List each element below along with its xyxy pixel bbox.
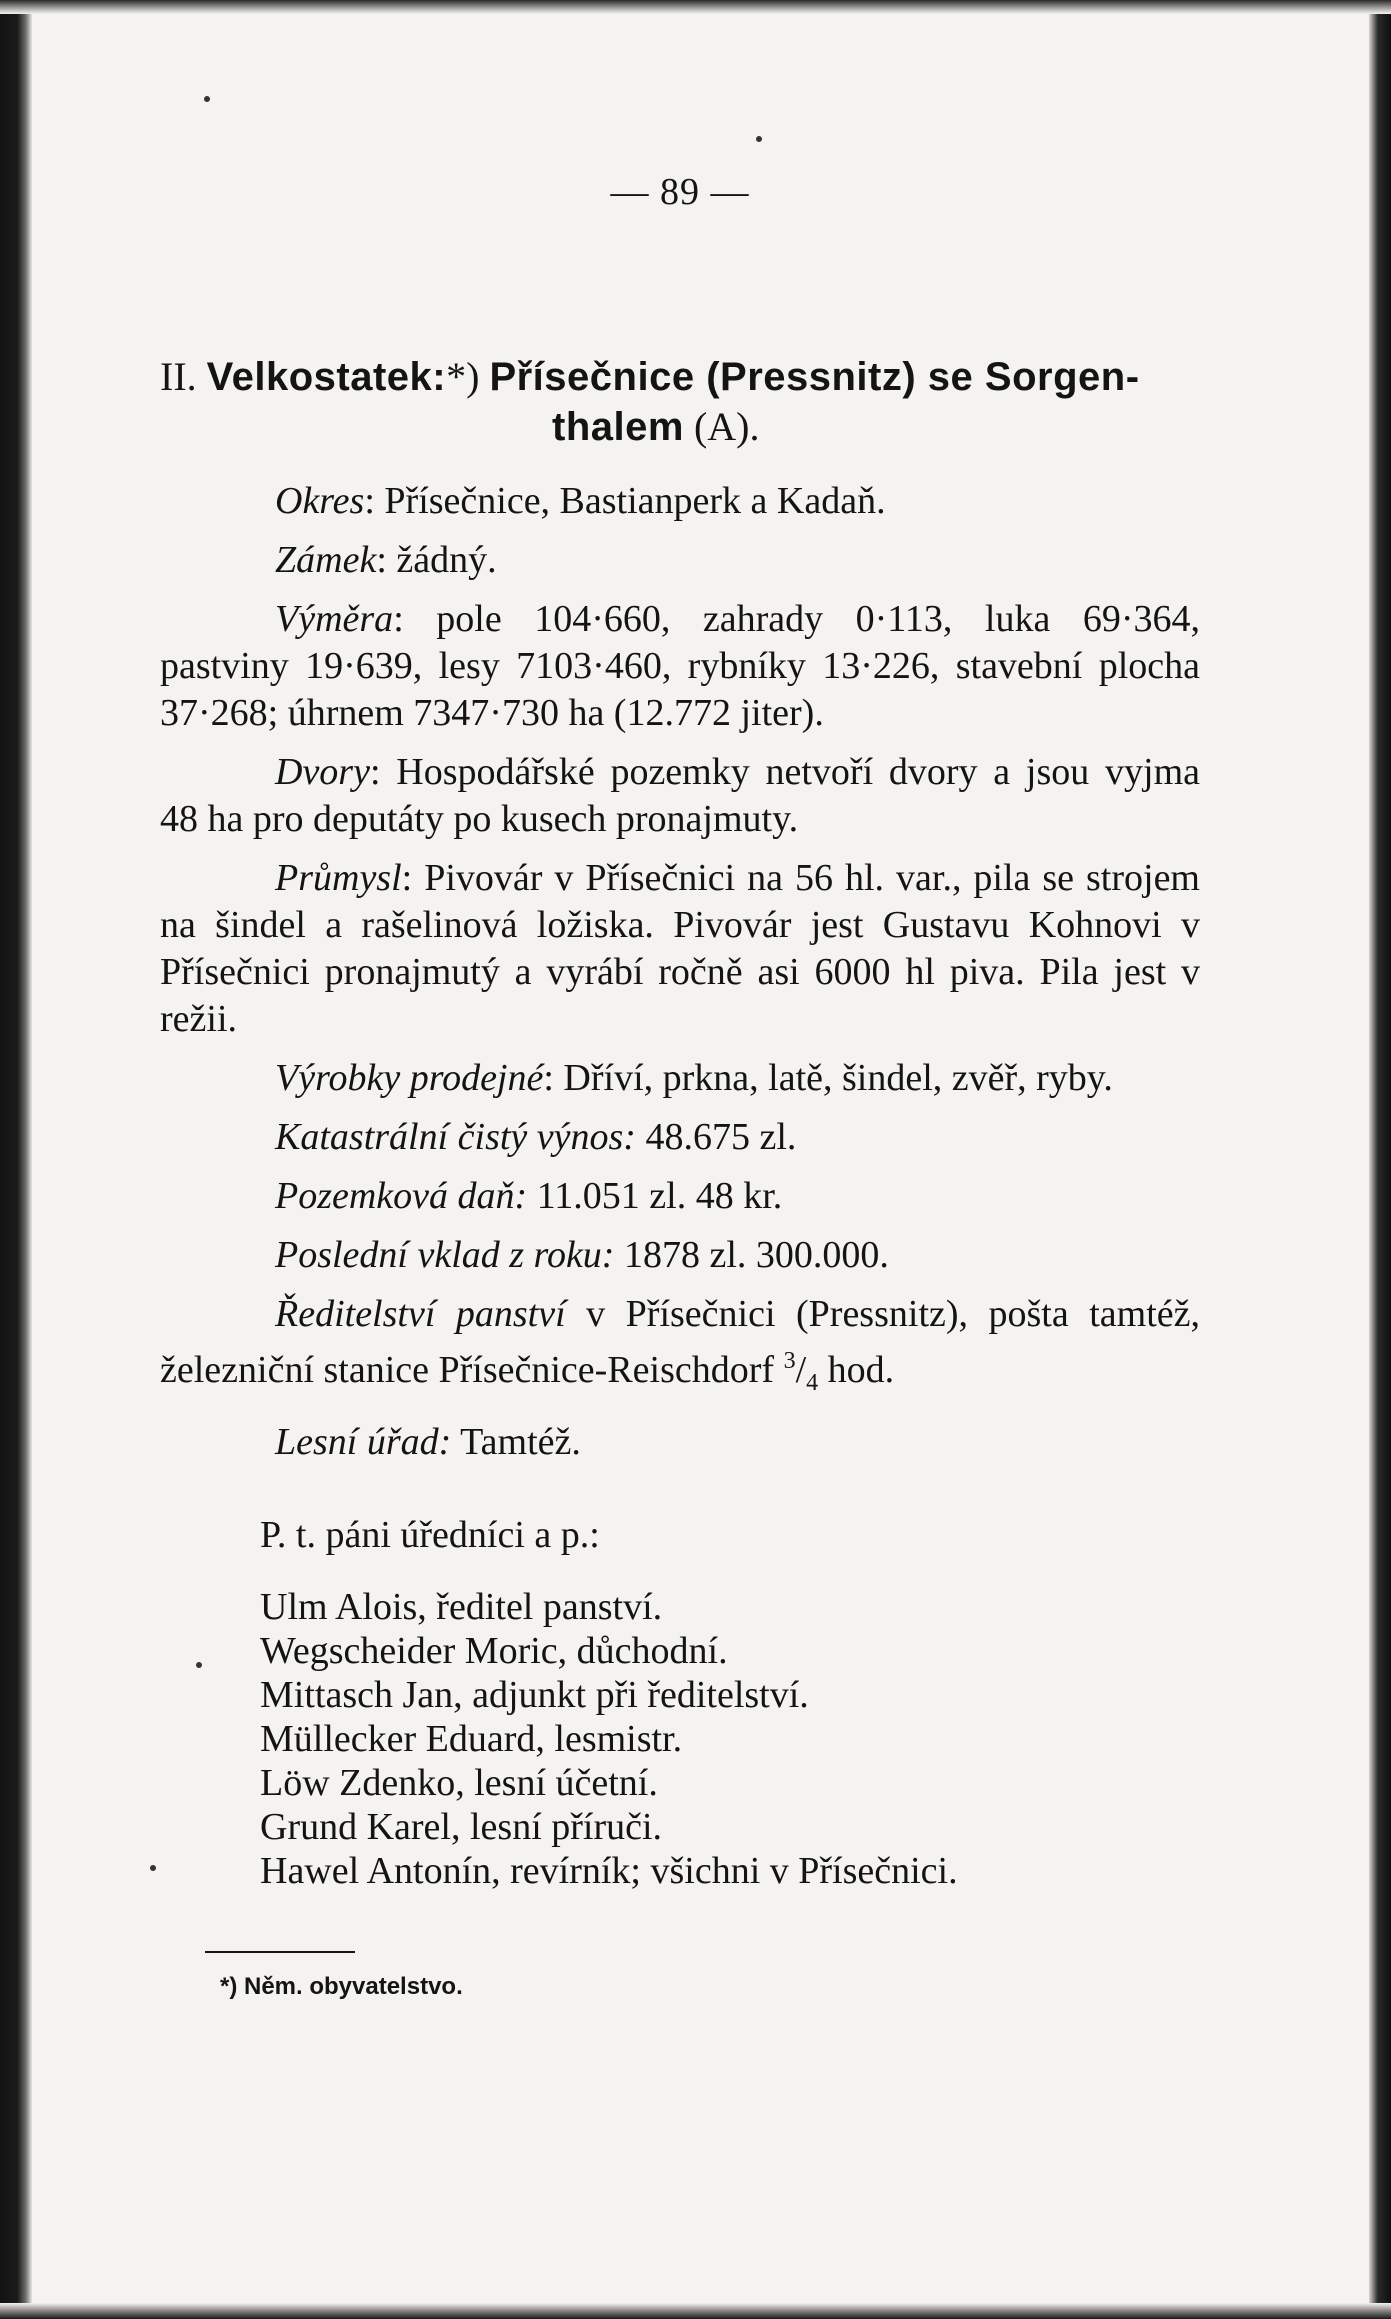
label-lesni: Lesní úřad: <box>275 1421 452 1463</box>
scan-edge-right <box>1369 0 1391 2319</box>
section-reditelstvi <box>160 1291 1200 1407</box>
section-vymera <box>160 596 1200 737</box>
heading-estate-name: Přísečnice (Pressnitz) se Sorgen- <box>489 355 1140 399</box>
label-dvory: Dvory <box>275 751 370 793</box>
list-item: Hawel Antonín, revírník; všichni v Přísečnici. <box>260 1850 958 1892</box>
label-okres: Okres <box>275 480 365 522</box>
page-content <box>160 170 1200 2001</box>
section-prumysl <box>160 855 1200 1043</box>
section-lesni <box>160 1419 1200 1466</box>
label-katastr: Katastrální čistý výnos: <box>275 1116 636 1158</box>
heading-suffix: (A). <box>693 404 760 449</box>
estate-heading <box>160 352 1200 452</box>
officials-intro: P. t. páni úředníci a p.: <box>260 1514 600 1556</box>
fraction-slash: / <box>795 1349 807 1391</box>
scan-speck <box>150 1865 156 1871</box>
label-vklad: Poslední vklad z roku: <box>275 1234 615 1276</box>
label-vymera: Výměra <box>275 598 394 640</box>
label-reditelstvi: Ředitelství panství <box>275 1293 566 1335</box>
text-katastr: 48.675 zl. <box>635 1116 797 1158</box>
label-prumysl: Průmysl <box>275 857 402 899</box>
list-item: Mittasch Jan, adjunkt při ředitelství. <box>260 1674 809 1716</box>
officials-list <box>160 1585 1200 1893</box>
footnote: *) Něm. obyvatelstvo. <box>220 1973 463 2000</box>
text-vyrobky: : Dříví, prkna, latě, šindel, zvěř, ryby. <box>543 1057 1113 1099</box>
section-vyrobky <box>160 1055 1200 1102</box>
text-dan: 11.051 zl. 48 kr. <box>527 1175 783 1217</box>
text-zamek: : žádný. <box>376 539 497 581</box>
fraction-denominator: 4 <box>806 1370 819 1396</box>
heading-estate-name-cont: thalem <box>552 405 684 449</box>
list-item: Wegscheider Moric, důchodní. <box>260 1630 728 1672</box>
label-zamek: Zámek <box>275 539 377 581</box>
section-dan <box>160 1173 1200 1220</box>
text-vklad: 1878 zl. 300.000. <box>614 1234 889 1276</box>
list-item: Löw Zdenko, lesní účetní. <box>260 1762 658 1804</box>
text-vymera: : pole 104·660, zahrady 0·113, luka 69·364, pastviny 19·639, lesy 7103·460, rybníky 13·226, stavební plocha 37·268; úhrnem 7347·730 ha (12.772 jiter). <box>160 598 1200 734</box>
section-dvory <box>160 749 1200 843</box>
text-reditelstvi-tail: hod. <box>818 1349 895 1391</box>
text-reditelstvi: v Přísečnici (Pressnitz), pošta tamtéž, železniční stanice Přísečnice-Reischdorf <box>160 1293 1200 1391</box>
scan-edge-top <box>0 0 1391 14</box>
list-item: Grund Karel, lesní příruči. <box>260 1806 663 1848</box>
list-item: Müllecker Eduard, lesmistr. <box>260 1718 683 1760</box>
section-vklad <box>160 1232 1200 1279</box>
section-katastr <box>160 1114 1200 1161</box>
text-lesni: Tamtéž. <box>451 1421 581 1463</box>
text-okres: : Přísečnice, Bastianperk a Kadaň. <box>364 480 886 522</box>
footnote-divider <box>205 1951 355 1953</box>
fraction-numerator: 3 <box>783 1348 796 1374</box>
heading-roman-numeral: II. <box>160 354 197 399</box>
text-dvory: : Hospodářské pozemky netvoří dvory a jsou vyjma 48 ha pro deputáty po kusech pronajmuty. <box>160 751 1200 840</box>
section-zamek <box>160 537 1200 584</box>
scan-speck <box>204 96 210 102</box>
scan-edge-bottom <box>0 2303 1391 2319</box>
text-prumysl: : Pivovár v Přísečnici na 56 hl. var., pila se strojem na šindel a rašelinová ložiska. Pivovár jest Gustavu Kohnovi v Přísečnici pronajmutý a vyrábí ročně asi 6000 hl piva. Pila jest v režii. <box>160 857 1200 1040</box>
list-item: Ulm Alois, ředitel panství. <box>260 1586 663 1628</box>
heading-footnote-mark: *) <box>446 354 480 399</box>
heading-velkostatek: Velkostatek: <box>206 355 447 399</box>
label-vyrobky: Výrobky prodejné <box>275 1057 544 1099</box>
scan-speck <box>756 136 762 142</box>
label-dan: Pozemková daň: <box>275 1175 528 1217</box>
scan-edge-left <box>0 0 32 2319</box>
section-okres <box>160 478 1200 525</box>
page-number: — 89 — <box>610 171 750 213</box>
